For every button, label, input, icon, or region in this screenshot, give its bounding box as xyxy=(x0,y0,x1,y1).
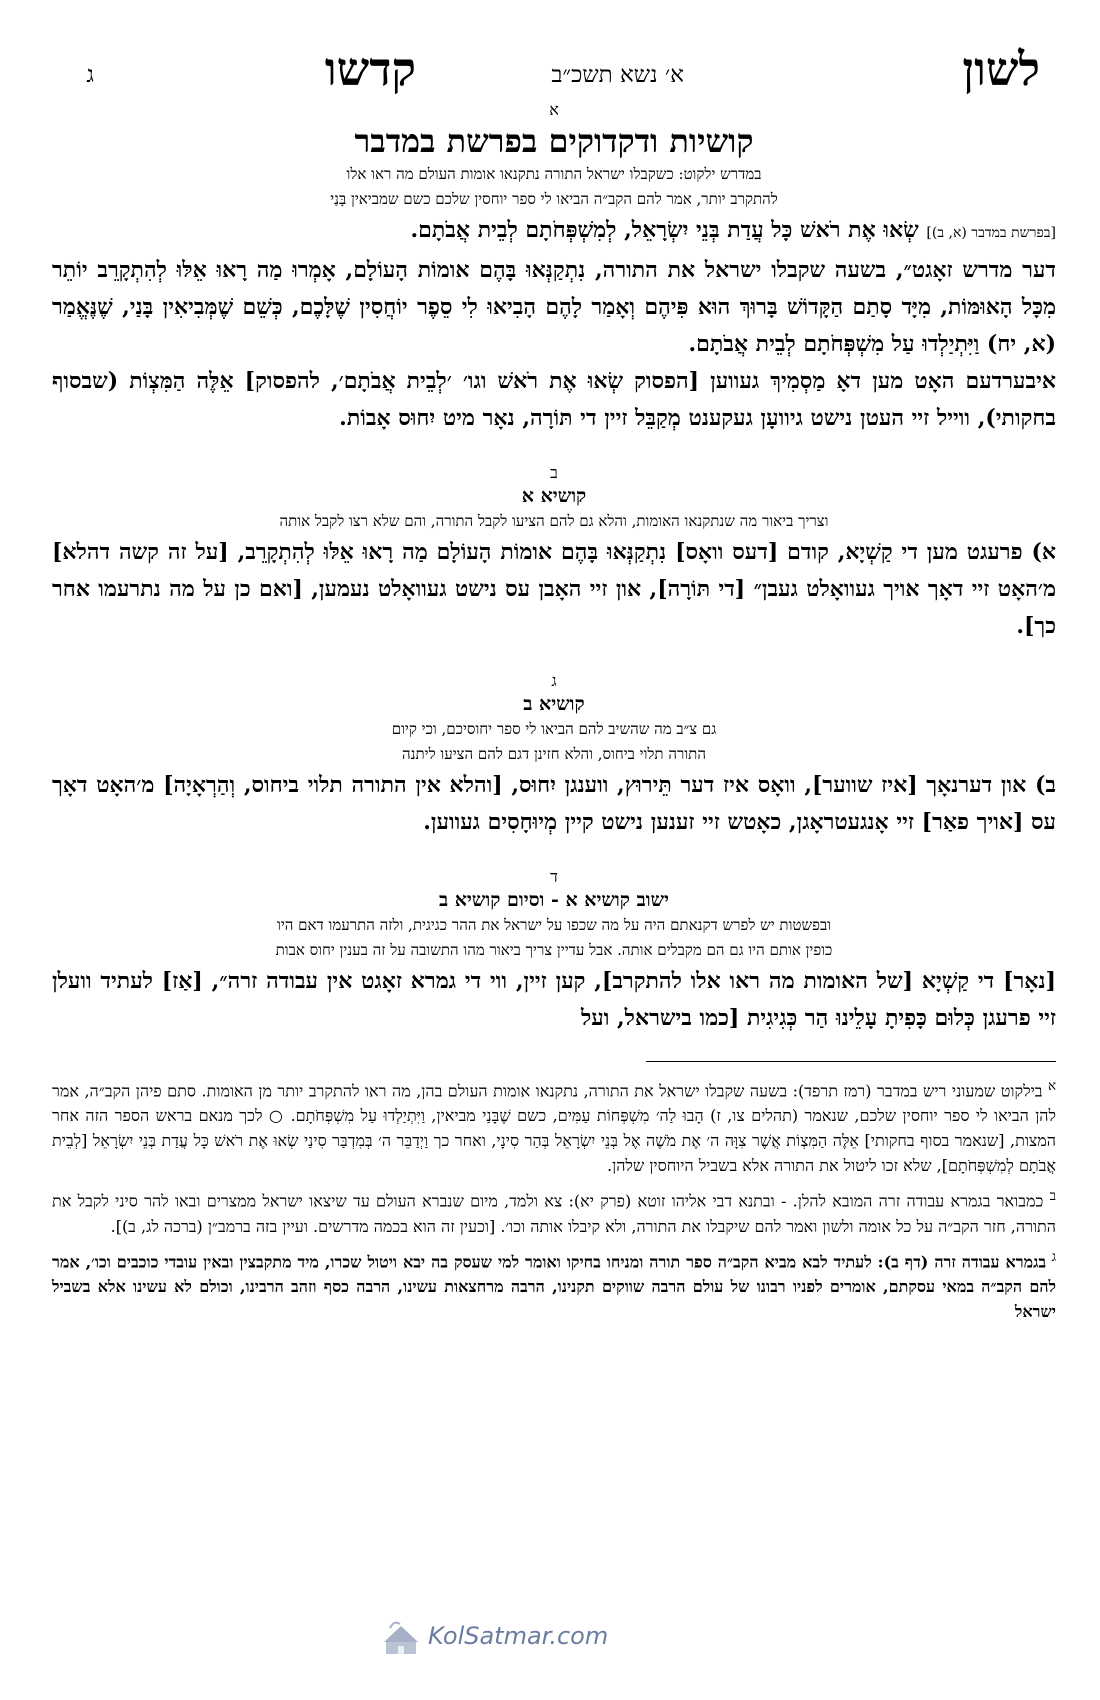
section-c-summary-line-1: גם צ״ב מה שהשיב להם הביאו לי ספר יחוסיכם, וכי קיום xyxy=(391,720,717,738)
section-letter-a: א xyxy=(549,100,559,119)
section-b-heading: קושיא א xyxy=(521,485,587,507)
section-a-paragraph-midrash: דער מדרש זאָגט״, בשעה שקבלו ישראל את התורה, נִתְקַנְּאוּ בָּהֶם אומוֹת הָעוֹלָם, אָמְרוּ מַה רָאוּ אֵלּוּ לְהִתְקָרֵב יוֹתֵר מִכָּל הָאוּמּוֹת, מִיָּד סָתַם הַקָּדוֹשׁ בָּרוּךְ הוּא פִּיהֶם וְאָמַר לָהֶם הָבִיאוּ לִי סֵפֶר יוֹחֲסִין שֶׁלָּכֶם, כְּשֵׁם שֶׁמְּבִיאִין בָּנַי, שֶׁנֶּאֱמַר (א, יח) וַיִּתְיַלְדוּ עַל מִשְׁפְּחֹתָם לְבֵית אֲבֹתָם. xyxy=(52,257,1056,357)
page-title: קושיות ודקדוקים בפרשת במדבר xyxy=(354,122,754,160)
section-letter-b: ב xyxy=(550,463,558,482)
watermark xyxy=(380,1618,680,1658)
section-d-heading: ישוב קושיא א - וסיום קושיא ב xyxy=(438,889,670,911)
footnote-1-mark: א xyxy=(1048,1079,1056,1094)
section-b-summary: וצריך ביאור מה שנתקנאו האומות, והלא גם להם הציעו לקבל התורה, והם שלא רצו לקבל אותה xyxy=(279,512,829,530)
running-header xyxy=(52,38,1056,100)
section-d-summary-line-2: כופין אותם היו גם הם מקבלים אותה. אבל עדיין צריך ביאור מהו התשובה על זה בענין יחוס אבות xyxy=(275,941,833,959)
footnote-3-text: בגמרא עבודה זרה (דף ב): לעתיד לבא מביא הקב״ה ספר תורה ומניחו בחיקו ואומר למי שעסק בה יבא ויטול שכרו, מיד מתקבצין ובאין עובדי כוכבים וכו׳, אמר להם הקב״ה במאי עסקתם, אומרים לפניו רבונו של עולם הרבה שווקים תקנינו, הרבה מרחצאות עשינו, הרבה כסף וזהב הרבינו, וכולם לא עשינו אלא בשביל ישראל xyxy=(52,1251,1056,1321)
section-letter-d: ד xyxy=(550,867,558,886)
footnote-3 xyxy=(52,1245,1056,1324)
page-number: ג xyxy=(86,62,94,88)
section-b-paragraph: א) פרעגט מען די קַשְׁיָא, קודם [דעס וואָס] נִתְקַנְּאוּ בָּהֶם אומוֹת הָעוֹלָם מַה רָאוּ אֵלּוּ לְהִתְקָרֵב, [על זה קשה דהלא] מ׳האָט זיי דאָך אויך געוואָלט געבן״ [די תּוֹרָה], און זיי האָבן עס נישט געוואָלט נעמען, [ואם כן על מה נתרעמו אחר כך]. xyxy=(52,539,1056,639)
header-date: א׳ נשא תשכ״ב xyxy=(551,62,684,88)
section-c-paragraph: ב) און דערנאָך [איז שווער], וואָס איז דער תֵּירוּץ, ווענגן יִחוּס, [והלא אין התורה תלוי ביחוס, וְהַרְאָיָה] מ׳האָט דאָך עס [אויך פאַר] זיי אָנגעטראָגן, כאָטש זיי זענען נישט קיין מְיוּחָסִים געווען. xyxy=(52,772,1056,835)
section-c-heading: קושיא ב xyxy=(523,693,585,715)
section-d-paragraph: [נאָר] די קַשְׁיָא [של האומות מה ראו אלו להתקרב], קען זיין, ווי די גמרא זאָגט אין עבודה זרה״, [אַז] לעתיד וועלן זיי פרעגן כְּלוּם כָּפִיתָ עָלֵינוּ הַר כְּגִיגִית [כמו בישראל, ועל xyxy=(52,968,1056,1031)
section-b xyxy=(52,463,1056,645)
footnote-1 xyxy=(52,1074,1056,1178)
header-word-kodsho: קדשו xyxy=(324,42,416,96)
section-d xyxy=(52,867,1056,1037)
section-d-summary-line-1: ובפשטות יש לפרש דקנאתם היה על מה שכפו על ישראל את ההר כגיגית, ולזה התרעמו דאם היו xyxy=(276,916,832,934)
verse-text: שְׂאוּ אֶת רֹאשׁ כָּל עֲדַת בְּנֵי יִשְׂרָאֵל, לְמִשְׁפְּחֹתָם לְבֵית אֲבֹתָם. xyxy=(410,217,919,243)
section-a-verse xyxy=(52,212,1056,252)
section-c xyxy=(52,671,1056,841)
footnote-2-text: כמבואר בגמרא עבודה זרה המובא להלן. - ובתנא דבי אליהו זוטא (פרק יא): צא ולמד, מיום שנברא העולם עד שיצאו ישראל ממצרים ובאו להר סיני לקבל את התורה, חזר הקב״ה על כל אומה ולשון ואמר להם שיקבלו את התורה, ולא קיבלו אותה וכו׳. [וכעין זה הוא בכמה מדרשים. ועיין בזה ברמב״ן (ברכה לג, ב)]. xyxy=(52,1191,1056,1236)
section-c-summary-line-2: התורה תלוי ביחוס, והלא חזינן דגם להם הציעו ליתנה xyxy=(402,745,706,763)
header-word-lashon: לשון xyxy=(962,42,1040,96)
footnote-divider xyxy=(646,1061,1056,1062)
section-letter-c: ג xyxy=(551,671,557,690)
watermark-text: KolSatmar.com xyxy=(428,1622,609,1650)
section-a-paragraph-conclusion: איבערדעם האָט מען דאָ מַסְמִיךְ געווען [הפסוק שְׂאוּ אֶת רֹאשׁ וגו׳ ׳לְבֵית אֲבֹתָם׳, להפסוק] אֵלֶּה הַמִּצְוֹת (שבסוף בחקותי), ווייל זיי העטן נישט גיוועָן געקענט מְקַבֵּל זיין די תּוֹרָה, נאָר מיט יִחוּס אָבוֹת. xyxy=(52,368,1056,431)
document-page xyxy=(52,38,1056,1330)
verse-source: [בפרשת במדבר (א, ב)] xyxy=(926,225,1056,241)
footnote-1-text: בילקוט שמעוני ריש במדבר (רמז תרפד): בשעה שקבלו ישראל את התורה, נתקנאו אומות העולם בהן, מה ראו להתקרב יותר מן האומות. סתם פיהן הקב״ה, אמר להן הביאו לי ספר יוחסין שלכם, שנאמר (תהלים צו, ז) הָבוּ לַה׳ מִשְׁפְּחוֹת עַמִּים, כשם שֶׁבָּנַי מביאין, וַיִּתְיַלְדוּ עַל מִשְׁפְּחֹתָם. ○ לכך מנאם בראש הספר הזה אחר המצות, [שנאמר בסוף בחקותי] אֵלֶּה הַמִּצְוֹת אֲשֶׁר צִוָּה ה׳ אֶת מֹשֶׁה אֶל בְּנֵי יִשְׂרָאֵל בְּהַר סִינָי, ואחר כך וַיְדַבֵּר ה׳ בְּמִדְבַּר סִינַי שְׂאוּ אֶת רֹאשׁ כָּל עֲדַת בְּנֵי יִשְׂרָאֵל [לְבֵית אֲבֹתָם לְמִשְׁפְּחֹתָם], שלא זכו ליטול את התורה אלא בשביל היוחסין שלהן. xyxy=(52,1081,1056,1176)
footnote-2-mark: ב xyxy=(1049,1189,1056,1205)
footnote-2 xyxy=(52,1184,1056,1238)
kolsatmar-logo-icon xyxy=(380,1618,422,1658)
section-a-summary-line-1: במדרש ילקוט: כשקבלו ישראל התורה נתקנאו אומות העולם מה ראו אלו xyxy=(346,165,762,183)
section-a-summary-line-2: להתקרב יותר, אמר להם הקב״ה הביאו לי ספר יוחסין שלכם כשם שמביאין בָּנַי xyxy=(330,190,778,208)
footnote-3-mark: ג xyxy=(1051,1249,1056,1265)
